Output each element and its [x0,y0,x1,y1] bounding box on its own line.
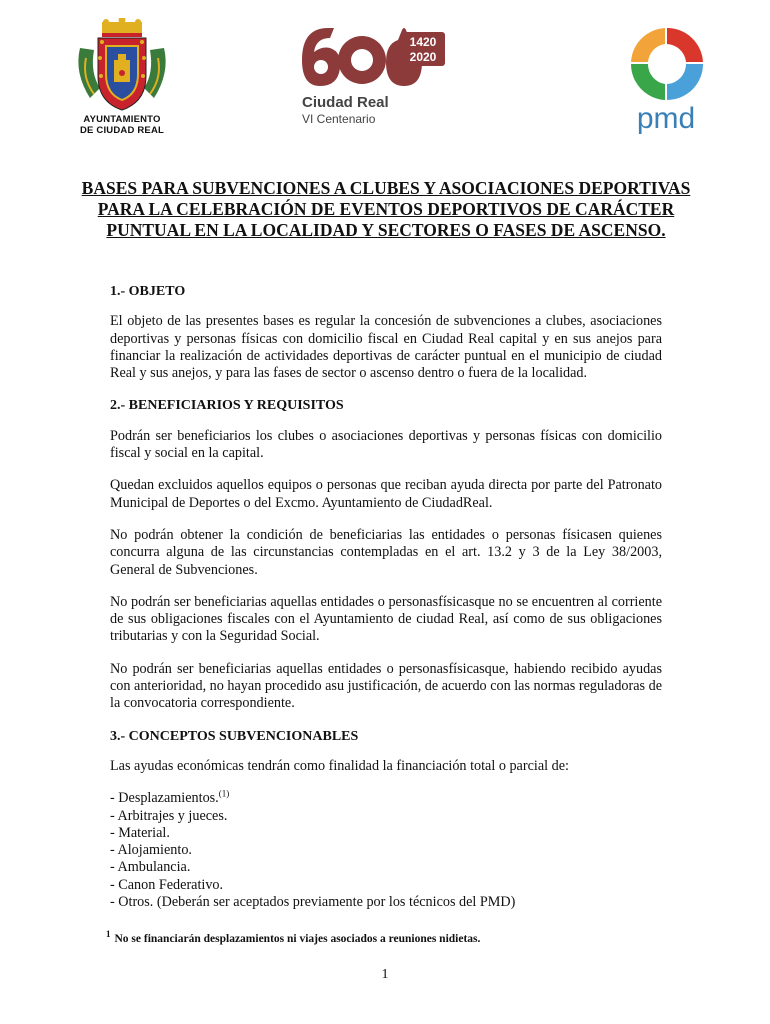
section-2-paragraph-2: Quedan excluidos aquellos equipos o personas que reciban ayuda directa por parte del Patronato Municipal de Deportes o del Excmo. Ayuntamiento de CiudadReal. [110,477,662,511]
footnote-text: No se financiarán desplazamientos ni viajes asociados a reuniones nidietas. [114,933,481,945]
section-2-paragraph-3: No podrán obtener la condición de beneficiarias las entidades o personas físicasen quienes concurra alguna de las circunstancias contempladas en el art. 13.2 y 3 de la Ley 38/2003, General de Subvenciones. [110,526,662,578]
logo-subtitle: VI Centenario [302,112,376,126]
pmd-logo [622,22,712,137]
document-title: BASES PARA SUBVENCIONES A CLUBES Y ASOCIACIONES DEPORTIVAS PARA LA CELEBRACIÓN DE EVENTOS DEPORTIVOS DE CARÁCTER PUNTUAL EN LA LOCALIDAD Y SECTORES O FASES DE ASCENSO. [81,178,691,240]
section-2-paragraph-4: No podrán ser beneficiarias aquellas entidades o personasfísicasque no se encuentren al corriente de sus obligaciones fiscales con el Ayuntamiento de ciudad Real, así como de sus obligaciones tributarias y con la Seguridad Social. [110,593,662,645]
section-2-paragraph-1: Podrán ser beneficiarios los clubes o asociaciones deportivas y personas físicas con domicilio fiscal y social en la capital. [110,427,662,462]
section-3-heading: 3.- CONCEPTOS SUBVENCIONABLES [110,728,359,744]
pmd-brand-text: pmd [636,102,696,135]
section-1-heading: 1.- OBJETO [110,284,186,299]
list-item: - Canon Federativo. [110,876,224,893]
ayuntamiento-logo [72,18,172,138]
list-item: - Ambulancia. [110,859,191,876]
year-start: 1420 [409,35,437,49]
year-end: 2020 [409,50,437,64]
caption-line-1: AYUNTAMIENTO [83,114,161,125]
ayuntamiento-caption [72,114,172,136]
page-number: 1 [381,967,389,982]
list-item: - Otros. (Deberán ser aceptados previamente por los técnicos del PMD) [110,894,516,911]
concepts-list [110,790,662,911]
list-item-text: - Desplazamientos. [110,790,219,807]
footnote [106,929,666,945]
document-body [110,283,662,911]
logo-city-name: Ciudad Real [302,94,389,111]
list-item: - Material. [110,824,170,841]
list-item: - Alojamiento. [110,842,192,859]
section-1-paragraph: El objeto de las presentes bases es regular la concesión de subvenciones a clubes, asociaciones deportivas y personas físicas con domicilio fiscal en Ciudad Real capital y en sus anejos para financiar la realización de actividades deportivas de carácter puntual en el municipio de ciudad Real y sus anejos, y para las fases de sector o ascenso dentro o fuera de la localidad. [110,313,662,382]
caption-line-2: DE CIUDAD REAL [79,125,165,136]
coat-of-arms-icon [72,18,172,114]
list-item: - Arbitrajes y jueces. [110,807,228,824]
six-hundred-icon [300,22,450,92]
list-item [110,790,662,807]
vi-centenario-logo [300,22,450,132]
section-3-paragraph: Las ayudas económicas tendrán como finalidad la financiación total o parcial de: [110,757,569,774]
section-2-paragraph-5: No podrán ser beneficiarias aquellas entidades o personasfísicasque, habiendo recibido ayudas con anterioridad, no hayan procedido asu justificación, de acuerdo con las normas reguladoras de la convocatoria correspondiente. [110,660,662,712]
footnote-number: 1 [106,929,111,939]
section-2-heading: 2.- BENEFICIARIOS Y REQUISITOS [110,398,344,414]
footnote-reference: (1) [218,788,230,799]
pmd-emblem-icon [622,22,712,137]
